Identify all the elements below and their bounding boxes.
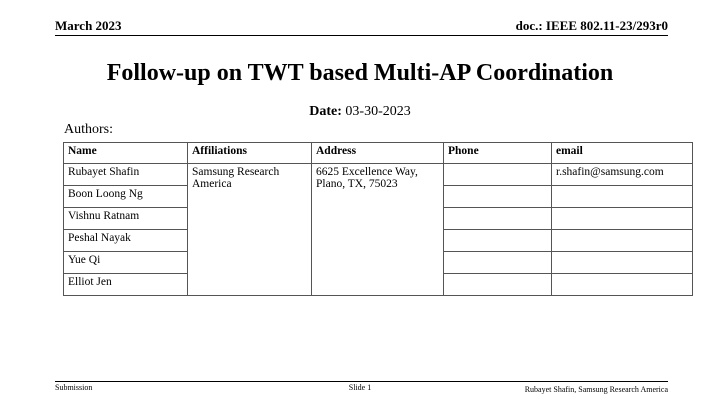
col-header-name: Name [64,143,188,164]
col-header-affiliations: Affiliations [188,143,312,164]
author-email [552,230,693,252]
author-name: Boon Loong Ng [64,186,188,208]
col-header-address: Address [312,143,444,164]
footer-divider [55,381,668,382]
authors-label: Authors: [64,122,113,137]
table-row [64,164,693,186]
date-label: Date: [309,104,342,119]
author-address: 6625 Excellence Way, Plano, TX, 75023 [312,164,444,296]
author-name: Peshal Nayak [64,230,188,252]
author-phone [444,252,552,274]
header-date: March 2023 [55,18,122,33]
footer-slide-number: Slide 1 [348,383,372,392]
author-phone [444,164,552,186]
footer-author: Rubayet Shafin, Samsung Research America [524,385,668,394]
slide-date [0,104,720,120]
header-divider [55,35,668,36]
author-name: Rubayet Shafin [64,164,188,186]
date-value: 03-30-2023 [341,104,411,119]
author-email [552,186,693,208]
author-email [552,252,693,274]
author-phone [444,186,552,208]
author-name: Vishnu Ratnam [64,208,188,230]
author-email [552,208,693,230]
author-name: Elliot Jen [64,274,188,296]
col-header-phone: Phone [444,143,552,164]
author-email [552,274,693,296]
footer-submission: Submission [55,383,93,392]
author-email: r.shafin@samsung.com [552,164,693,186]
author-affiliation: Samsung Research America [188,164,312,296]
authors-table [63,142,693,296]
col-header-email: email [552,143,693,164]
header-doc-id: doc.: IEEE 802.11-23/293r0 [515,18,668,33]
author-phone [444,230,552,252]
table-header-row [64,143,693,164]
author-phone [444,208,552,230]
author-name: Yue Qi [64,252,188,274]
slide-title: Follow-up on TWT based Multi-AP Coordination [106,60,614,86]
author-phone [444,274,552,296]
